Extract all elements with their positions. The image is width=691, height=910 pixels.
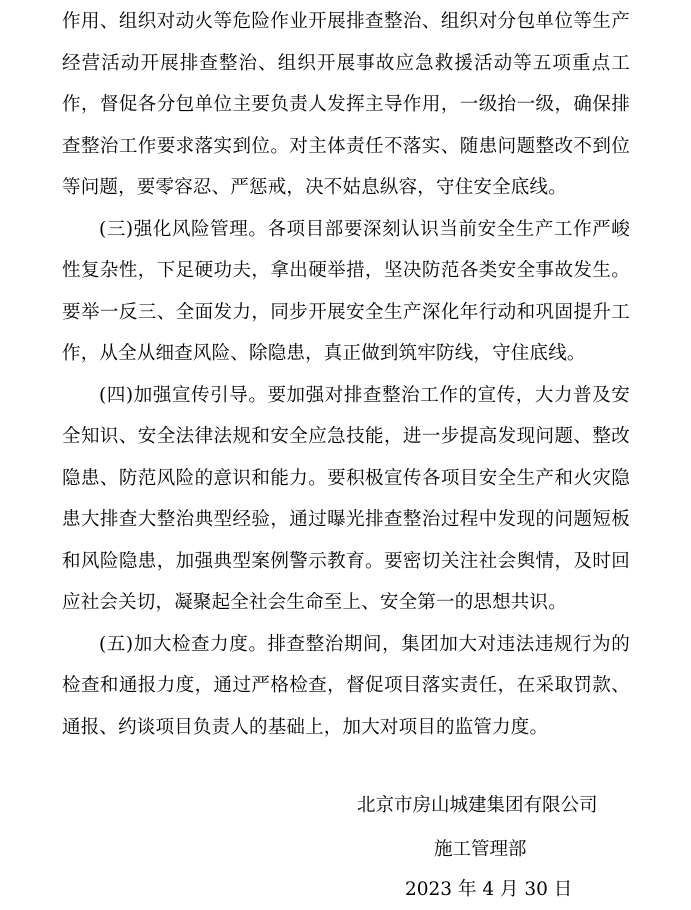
document-body (62, 1, 630, 748)
paragraph-continuation: 作用、组织对动火等危险作业开展排查整治、组织对分包单位等生产经营活动开展排查整治、组织开展事故应急救援活动等五项重点工作，督促各分包单位主要负责人发挥主导作用，一级抬一级，确保排查整治工作要求落实到位。对主体责任不落实、随患问题整改不到位等问题，要零容忍、严惩戒，决不姑息纵容，守住安全底线。 (62, 11, 630, 198)
paragraph-publicity-guidance: (四)加强宣传引导。要加强对排查整治工作的宣传，大力普及安全知识、安全法律法规和安全应急技能，进一步提高发现问题、整改隐患、防范风险的意识和能力。要积极宣传各项目安全生产和火灾隐患大排查大整治典型经验，通过曝光排查整治过程中发现的问题短板和风险隐患，加强典型案例警示教育。要密切关注社会舆情，及时回应社会关切，凝聚起全社会生命至上、安全第一的思想共识。 (62, 384, 630, 613)
signature-department: 施工管理部 (434, 839, 527, 860)
signature-company: 北京市房山城建集团有限公司 (357, 795, 598, 816)
paragraph-inspection: (五)加大检查力度。排查整治期间，集团加大对违法违规行为的检查和通报力度，通过严格检查，督促项目落实责任，在采取罚款、通报、约谈项目负责人的基础上，加大对项目的监管力度。 (62, 633, 630, 738)
paragraph-risk-management: (三)强化风险管理。各项目部要深刻认识当前安全生产工作严峻性复杂性，下足硬功夫，拿出硬举措，坚决防范各类安全事故发生。要举一反三、全面发力，同步开展安全生产深化年行动和巩固提升工作，从全从细查风险、除隐患，真正做到筑牢防线，守住底线。 (62, 218, 630, 364)
signature-date: 2023 年 4 月 30 日 (405, 879, 573, 900)
